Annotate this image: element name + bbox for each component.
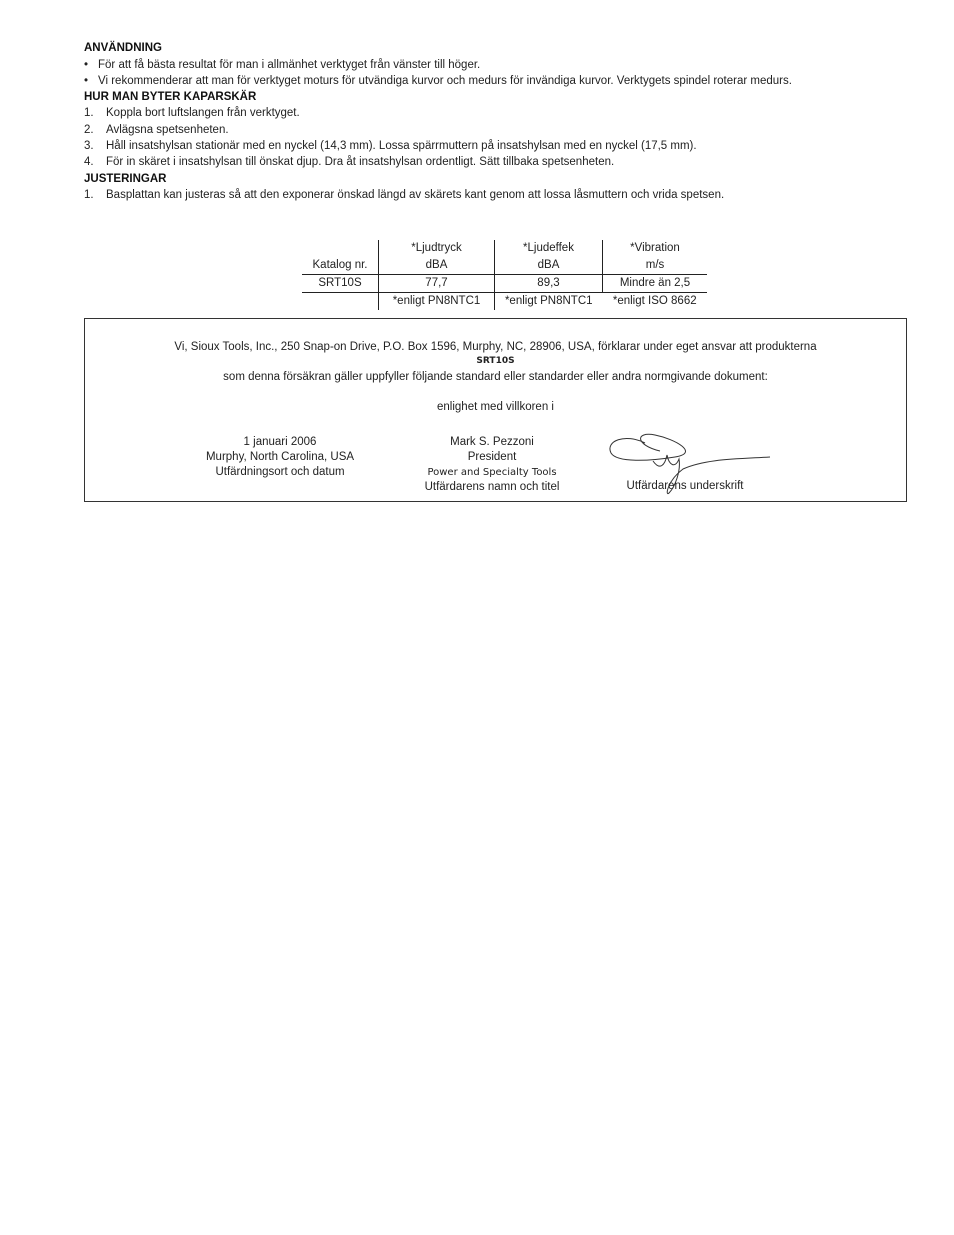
usage-bullet: • Vi rekommenderar att man för verktyget moturs för utvändiga kurvor och medurs för invändiga kurvor. Verktygets spindel roterar medurs. (84, 75, 792, 87)
adjust-step: 1. Basplattan kan justeras så att den exponerar önskad längd av skärets kant genom att lossa låsmuttern och vrida spetsen. (84, 189, 725, 201)
declaration-line1: Vi, Sioux Tools, Inc., 250 Snap-on Drive, P.O. Box 1596, Murphy, NC, 28906, USA, förklarar under eget ansvar att produkterna (174, 341, 817, 353)
spec-table (302, 240, 707, 310)
issuer-title: President (467, 451, 517, 463)
issuer-label: Utfärdarens namn och titel (424, 481, 560, 493)
spec-note: *enligt PN8NTC1 (379, 293, 495, 311)
spec-header-top: *Vibration (603, 240, 708, 257)
place-date-block (195, 435, 365, 480)
usage-heading: ANVÄNDNING (84, 42, 162, 54)
spec-header-bottom: Katalog nr. (302, 257, 379, 275)
spec-header-bottom: dBA (495, 257, 603, 275)
declaration-line2: som denna försäkran gäller uppfyller följande standard eller standarder eller andra normgivande dokument: (223, 371, 768, 383)
declaration-box (84, 318, 907, 502)
spec-header-top: *Ljudeffek (495, 240, 603, 257)
spec-note: *enligt PN8NTC1 (495, 293, 603, 311)
signature-label: Utfärdarens underskrift (626, 480, 744, 492)
spec-note: *enligt ISO 8662 (612, 295, 697, 307)
spec-cell: 77,7 (379, 275, 495, 293)
issue-date: 1 januari 2006 (243, 436, 317, 448)
spec-note (302, 293, 379, 311)
spec-header-top (302, 240, 379, 257)
issuer-block (402, 435, 582, 495)
spec-header-bottom: dBA (379, 257, 495, 275)
place-date-label: Utfärdningsort och datum (215, 466, 345, 478)
replace-step: 3. Håll insatshylsan stationär med en nyckel (14,3 mm). Lossa spärrmuttern på insatshylsan med en nyckel (17,5 mm). (84, 140, 697, 152)
issue-location: Murphy, North Carolina, USA (205, 451, 355, 463)
issuer-name: Mark S. Pezzoni (450, 436, 534, 448)
replace-step: 4. För in skäret i insatshylsan till önskat djup. Dra åt insatshylsan ordentligt. Sätt tillbaka spetsenheten. (84, 156, 615, 168)
usage-bullet: • För att få bästa resultat för man i allmänhet verktyget från vänster till höger. (84, 59, 481, 71)
replace-step: 1. Koppla bort luftslangen från verktyget. (84, 107, 300, 119)
spec-cell: Mindre än 2,5 (603, 275, 708, 293)
spec-cell: SRT10S (302, 275, 379, 293)
replace-step: 2. Avlägsna spetsenheten. (84, 124, 229, 136)
issuer-division: Power and Specialty Tools (427, 467, 557, 478)
declaration-product: SRT10S (476, 356, 515, 366)
spec-header-top: *Ljudtryck (379, 240, 495, 257)
replace-heading: HUR MAN BYTER KAPARSKÄR (84, 91, 257, 103)
spec-header-bottom: m/s (603, 257, 708, 275)
adjust-heading: JUSTERINGAR (84, 173, 167, 185)
spec-cell: 89,3 (495, 275, 603, 293)
declaration-line3: enlighet med villkoren i (437, 401, 554, 413)
